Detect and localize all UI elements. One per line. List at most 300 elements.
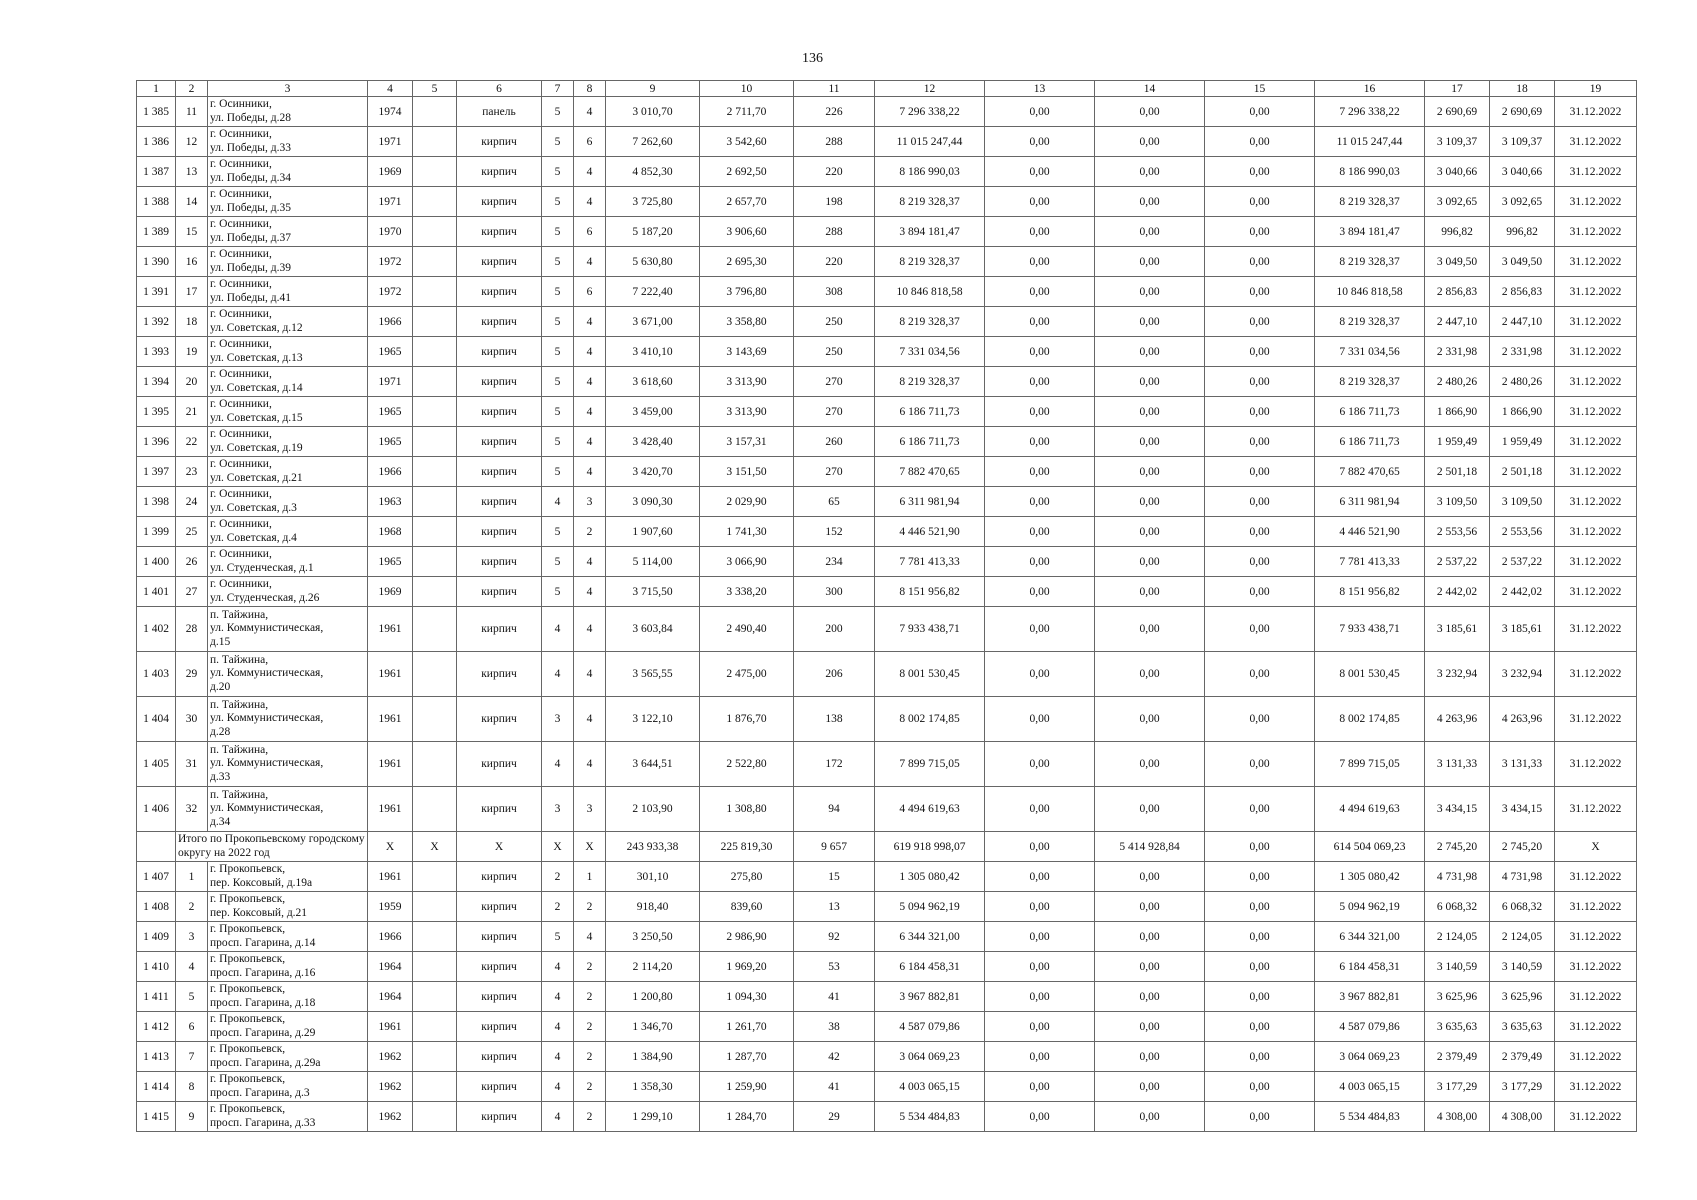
cell-c13: 0,00: [985, 742, 1095, 787]
cell-c11: 288: [794, 127, 875, 157]
cell-c18: 4 308,00: [1490, 1102, 1555, 1132]
cell-c17: 996,82: [1425, 217, 1490, 247]
address-cell: [208, 337, 368, 367]
cell-c4: 1969: [368, 577, 413, 607]
cell-c2: 7: [176, 1042, 208, 1072]
cell-c18: 2 442,02: [1490, 577, 1555, 607]
address-cell: [208, 487, 368, 517]
cell-c9: 3 618,60: [606, 367, 700, 397]
cell-c4: 1965: [368, 337, 413, 367]
address-line: ул. Победы, д.35: [210, 201, 291, 214]
cell-c5: [413, 1012, 457, 1042]
cell-c6: кирпич: [457, 487, 542, 517]
cell-c2: 9: [176, 1102, 208, 1132]
column-header: 3: [208, 81, 368, 97]
cell-c17: 3 635,63: [1425, 1012, 1490, 1042]
cell-c11: 250: [794, 337, 875, 367]
cell-c18: 2 553,56: [1490, 517, 1555, 547]
cell-c14: 0,00: [1095, 607, 1205, 652]
cell-c19: 31.12.2022: [1555, 457, 1637, 487]
cell-c10: 3 157,31: [700, 427, 794, 457]
cell-c8: 4: [574, 337, 606, 367]
address-line: ул. Победы, д.33: [210, 141, 291, 154]
cell-c4: 1971: [368, 367, 413, 397]
column-header: 11: [794, 81, 875, 97]
cell-c2: 18: [176, 307, 208, 337]
cell-c6: кирпич: [457, 367, 542, 397]
address-line: ул. Советская, д.12: [210, 321, 303, 334]
cell-c10: 2 695,30: [700, 247, 794, 277]
cell-c1: 1 410: [137, 952, 176, 982]
address-line: г. Осинники,: [210, 428, 272, 440]
cell-c11: 198: [794, 187, 875, 217]
cell-c6: кирпич: [457, 397, 542, 427]
cell-c9: 1 358,30: [606, 1072, 700, 1102]
cell-c12: 1 305 080,42: [875, 862, 985, 892]
cell-c4: 1964: [368, 952, 413, 982]
cell-c2: 17: [176, 277, 208, 307]
cell-c8: 6: [574, 217, 606, 247]
cell-c9: 5 187,20: [606, 217, 700, 247]
cell-c14: 0,00: [1095, 697, 1205, 742]
address-cell: [208, 367, 368, 397]
cell-c17: 3 092,65: [1425, 187, 1490, 217]
cell-c11: 270: [794, 367, 875, 397]
cell-c17: 4 731,98: [1425, 862, 1490, 892]
table-row: [137, 547, 1637, 577]
cell-c11: 152: [794, 517, 875, 547]
cell-c11: 65: [794, 487, 875, 517]
cell-c10: 3 358,80: [700, 307, 794, 337]
cell-c4: 1961: [368, 742, 413, 787]
cell-c4: 1962: [368, 1042, 413, 1072]
cell-c16: 6 344 321,00: [1315, 922, 1425, 952]
cell-c14: 0,00: [1095, 1072, 1205, 1102]
cell-c5: [413, 922, 457, 952]
cell-c7: 5: [542, 922, 574, 952]
cell-c9: 2 103,90: [606, 787, 700, 832]
cell-c5: [413, 952, 457, 982]
cell-c1: 1 388: [137, 187, 176, 217]
cell-c4: 1972: [368, 277, 413, 307]
cell-c17: 3 040,66: [1425, 157, 1490, 187]
cell-c19: 31.12.2022: [1555, 247, 1637, 277]
cell-c19: 31.12.2022: [1555, 187, 1637, 217]
cell-c16: 5 534 484,83: [1315, 1102, 1425, 1132]
cell-c7: 5: [542, 127, 574, 157]
cell-c5: [413, 787, 457, 832]
column-header: 2: [176, 81, 208, 97]
cell-c19: 31.12.2022: [1555, 397, 1637, 427]
cell-c6: кирпич: [457, 187, 542, 217]
total-c7: X: [542, 832, 574, 862]
cell-c7: 5: [542, 307, 574, 337]
address-line: г. Прокопьевск,: [210, 1043, 286, 1055]
address-line: ул. Победы, д.28: [210, 111, 291, 124]
cell-c14: 0,00: [1095, 577, 1205, 607]
cell-c4: 1961: [368, 787, 413, 832]
cell-c14: 0,00: [1095, 1102, 1205, 1132]
total-label: Итого по Прокопьевскому городскому округу на 2022 год: [176, 832, 368, 862]
cell-c12: 8 219 328,37: [875, 307, 985, 337]
cell-c15: 0,00: [1205, 697, 1315, 742]
cell-c12: 4 003 065,15: [875, 1072, 985, 1102]
cell-c16: 8 151 956,82: [1315, 577, 1425, 607]
cell-c17: 1 959,49: [1425, 427, 1490, 457]
cell-c12: 4 587 079,86: [875, 1012, 985, 1042]
cell-c10: 2 711,70: [700, 97, 794, 127]
cell-c14: 0,00: [1095, 787, 1205, 832]
address-cell: [208, 1072, 368, 1102]
cell-c1: 1 393: [137, 337, 176, 367]
cell-c15: 0,00: [1205, 457, 1315, 487]
cell-c4: 1969: [368, 157, 413, 187]
cell-c13: 0,00: [985, 367, 1095, 397]
table-row: [137, 952, 1637, 982]
cell-c1: 1 406: [137, 787, 176, 832]
cell-c11: 270: [794, 397, 875, 427]
cell-c4: 1966: [368, 307, 413, 337]
address-cell: [208, 517, 368, 547]
cell-c2: 23: [176, 457, 208, 487]
cell-c1: 1 396: [137, 427, 176, 457]
cell-c1: 1 412: [137, 1012, 176, 1042]
cell-c12: 4 446 521,90: [875, 517, 985, 547]
address-line: д.34: [210, 815, 231, 828]
cell-c19: 31.12.2022: [1555, 787, 1637, 832]
address-line: г. Прокопьевск,: [210, 1103, 286, 1115]
cell-c18: 3 049,50: [1490, 247, 1555, 277]
table-row: [137, 127, 1637, 157]
cell-c4: 1961: [368, 862, 413, 892]
cell-c12: 7 296 338,22: [875, 97, 985, 127]
cell-c2: 27: [176, 577, 208, 607]
cell-c10: 3 542,60: [700, 127, 794, 157]
cell-c14: 0,00: [1095, 157, 1205, 187]
cell-c14: 0,00: [1095, 427, 1205, 457]
cell-c10: 1 741,30: [700, 517, 794, 547]
cell-c13: 0,00: [985, 1012, 1095, 1042]
cell-c1: 1 411: [137, 982, 176, 1012]
address-cell: [208, 547, 368, 577]
cell-c18: 2 447,10: [1490, 307, 1555, 337]
cell-c2: 30: [176, 697, 208, 742]
cell-c13: 0,00: [985, 427, 1095, 457]
address-cell: [208, 427, 368, 457]
cell-c13: 0,00: [985, 307, 1095, 337]
address-cell: [208, 307, 368, 337]
table-row: [137, 487, 1637, 517]
cell-c16: 8 219 328,37: [1315, 307, 1425, 337]
address-line: ул. Советская, д.4: [210, 531, 297, 544]
cell-c12: 10 846 818,58: [875, 277, 985, 307]
cell-c5: [413, 427, 457, 457]
cell-c8: 3: [574, 487, 606, 517]
cell-c14: 0,00: [1095, 952, 1205, 982]
cell-c12: 3 064 069,23: [875, 1042, 985, 1072]
address-cell: [208, 277, 368, 307]
address-line: г. Осинники,: [210, 578, 272, 590]
cell-c5: [413, 97, 457, 127]
cell-c7: 5: [542, 577, 574, 607]
column-header: 9: [606, 81, 700, 97]
cell-c18: 3 635,63: [1490, 1012, 1555, 1042]
cell-c8: 4: [574, 607, 606, 652]
cell-c1: 1 390: [137, 247, 176, 277]
cell-c1: 1 399: [137, 517, 176, 547]
cell-c18: 996,82: [1490, 217, 1555, 247]
cell-c6: кирпич: [457, 247, 542, 277]
cell-c16: 6 184 458,31: [1315, 952, 1425, 982]
cell-c10: 1 094,30: [700, 982, 794, 1012]
address-line: г. Осинники,: [210, 368, 272, 380]
cell-c2: 26: [176, 547, 208, 577]
cell-c10: 3 143,69: [700, 337, 794, 367]
cell-c11: 260: [794, 427, 875, 457]
cell-c12: 7 781 413,33: [875, 547, 985, 577]
cell-c6: кирпич: [457, 697, 542, 742]
cell-c10: 1 261,70: [700, 1012, 794, 1042]
cell-c18: 3 092,65: [1490, 187, 1555, 217]
cell-c12: 7 882 470,65: [875, 457, 985, 487]
table-row: [137, 97, 1637, 127]
cell-c8: 3: [574, 787, 606, 832]
cell-c13: 0,00: [985, 1042, 1095, 1072]
cell-c1: 1 408: [137, 892, 176, 922]
cell-c19: 31.12.2022: [1555, 922, 1637, 952]
cell-c13: 0,00: [985, 952, 1095, 982]
column-header: 15: [1205, 81, 1315, 97]
cell-c12: 7 933 438,71: [875, 607, 985, 652]
address-line: п. Тайжина,: [210, 743, 269, 756]
cell-c9: 918,40: [606, 892, 700, 922]
housing-table: [136, 80, 1637, 1132]
cell-c2: 29: [176, 652, 208, 697]
cell-c5: [413, 457, 457, 487]
cell-c14: 0,00: [1095, 982, 1205, 1012]
address-line: г. Осинники,: [210, 278, 272, 290]
cell-c1: 1 389: [137, 217, 176, 247]
table-row: [137, 577, 1637, 607]
cell-c19: 31.12.2022: [1555, 517, 1637, 547]
cell-c5: [413, 127, 457, 157]
cell-c9: 3 122,10: [606, 697, 700, 742]
cell-c1: 1 414: [137, 1072, 176, 1102]
cell-c9: 301,10: [606, 862, 700, 892]
cell-c6: кирпич: [457, 337, 542, 367]
cell-c13: 0,00: [985, 982, 1095, 1012]
cell-c12: 11 015 247,44: [875, 127, 985, 157]
cell-c5: [413, 247, 457, 277]
cell-c9: 4 852,30: [606, 157, 700, 187]
cell-c17: 2 379,49: [1425, 1042, 1490, 1072]
cell-c16: 5 094 962,19: [1315, 892, 1425, 922]
cell-c13: 0,00: [985, 517, 1095, 547]
cell-c6: кирпич: [457, 277, 542, 307]
address-line: г. Прокопьевск,: [210, 1013, 286, 1025]
cell-c6: кирпич: [457, 607, 542, 652]
cell-c16: 10 846 818,58: [1315, 277, 1425, 307]
cell-c5: [413, 277, 457, 307]
cell-c6: кирпич: [457, 1072, 542, 1102]
total-c8: X: [574, 832, 606, 862]
cell-c10: 2 692,50: [700, 157, 794, 187]
cell-c5: [413, 187, 457, 217]
cell-c5: [413, 652, 457, 697]
address-line: г. Осинники,: [210, 248, 272, 260]
cell-c19: 31.12.2022: [1555, 577, 1637, 607]
cell-c7: 4: [542, 742, 574, 787]
cell-c1: 1 403: [137, 652, 176, 697]
cell-c8: 4: [574, 577, 606, 607]
cell-c6: кирпич: [457, 1102, 542, 1132]
total-c16: 614 504 069,23: [1315, 832, 1425, 862]
cell-c18: 2 331,98: [1490, 337, 1555, 367]
cell-c16: 8 001 530,45: [1315, 652, 1425, 697]
cell-c17: 4 308,00: [1425, 1102, 1490, 1132]
address-line: г. Прокопьевск,: [210, 893, 286, 905]
cell-c5: [413, 1102, 457, 1132]
cell-c19: 31.12.2022: [1555, 862, 1637, 892]
address-line: д.28: [210, 725, 231, 738]
cell-c11: 172: [794, 742, 875, 787]
cell-c15: 0,00: [1205, 1102, 1315, 1132]
address-cell: [208, 457, 368, 487]
cell-c19: 31.12.2022: [1555, 1012, 1637, 1042]
cell-c2: 2: [176, 892, 208, 922]
cell-c10: 2 657,70: [700, 187, 794, 217]
cell-c18: 6 068,32: [1490, 892, 1555, 922]
cell-c1: 1 391: [137, 277, 176, 307]
column-header: 13: [985, 81, 1095, 97]
cell-c19: 31.12.2022: [1555, 607, 1637, 652]
total-c17: 2 745,20: [1425, 832, 1490, 862]
cell-c8: 2: [574, 1042, 606, 1072]
cell-c17: 2 501,18: [1425, 457, 1490, 487]
cell-c9: 3 420,70: [606, 457, 700, 487]
cell-c12: 7 899 715,05: [875, 742, 985, 787]
cell-c17: 3 232,94: [1425, 652, 1490, 697]
address-line: ул. Победы, д.39: [210, 261, 291, 274]
address-line: п. Тайжина,: [210, 698, 269, 711]
cell-c14: 0,00: [1095, 457, 1205, 487]
address-line: просп. Гагарина, д.33: [210, 1116, 316, 1129]
address-line: просп. Гагарина, д.29: [210, 1026, 316, 1039]
column-header: 19: [1555, 81, 1637, 97]
cell-c8: 2: [574, 1102, 606, 1132]
cell-c12: 5 094 962,19: [875, 892, 985, 922]
table-row: [137, 337, 1637, 367]
cell-c17: 3 109,50: [1425, 487, 1490, 517]
cell-c5: [413, 307, 457, 337]
address-line: ул. Победы, д.34: [210, 171, 291, 184]
cell-c7: 4: [542, 652, 574, 697]
address-cell: [208, 607, 368, 652]
cell-c9: 5 114,00: [606, 547, 700, 577]
total-c13: 0,00: [985, 832, 1095, 862]
address-line: ул. Коммунистическая,: [210, 667, 324, 680]
address-line: ул. Советская, д.14: [210, 381, 303, 394]
cell-c13: 0,00: [985, 547, 1095, 577]
cell-c14: 0,00: [1095, 97, 1205, 127]
cell-c18: 2 537,22: [1490, 547, 1555, 577]
cell-c11: 270: [794, 457, 875, 487]
cell-c13: 0,00: [985, 697, 1095, 742]
table-row: [137, 307, 1637, 337]
column-header: 10: [700, 81, 794, 97]
total-c6: X: [457, 832, 542, 862]
cell-c17: 3 434,15: [1425, 787, 1490, 832]
cell-c11: 220: [794, 157, 875, 187]
cell-c16: 7 781 413,33: [1315, 547, 1425, 577]
cell-c17: 2 480,26: [1425, 367, 1490, 397]
cell-c9: 5 630,80: [606, 247, 700, 277]
table-row: [137, 1072, 1637, 1102]
cell-c9: 3 250,50: [606, 922, 700, 952]
cell-c2: 8: [176, 1072, 208, 1102]
cell-c5: [413, 742, 457, 787]
cell-c15: 0,00: [1205, 1072, 1315, 1102]
cell-c2: 14: [176, 187, 208, 217]
cell-c4: 1972: [368, 247, 413, 277]
cell-c16: 4 003 065,15: [1315, 1072, 1425, 1102]
cell-c10: 2 490,40: [700, 607, 794, 652]
cell-c1: 1 397: [137, 457, 176, 487]
address-line: г. Осинники,: [210, 218, 272, 230]
address-cell: [208, 247, 368, 277]
cell-c18: 3 140,59: [1490, 952, 1555, 982]
cell-c8: 6: [574, 127, 606, 157]
cell-c5: [413, 517, 457, 547]
cell-c10: 2 522,80: [700, 742, 794, 787]
cell-c13: 0,00: [985, 337, 1095, 367]
address-cell: [208, 217, 368, 247]
total-c5: X: [413, 832, 457, 862]
cell-c18: 3 625,96: [1490, 982, 1555, 1012]
cell-c7: 5: [542, 457, 574, 487]
cell-c6: кирпич: [457, 217, 542, 247]
cell-c16: 1 305 080,42: [1315, 862, 1425, 892]
cell-c19: 31.12.2022: [1555, 1042, 1637, 1072]
cell-c19: 31.12.2022: [1555, 1102, 1637, 1132]
cell-c17: 3 625,96: [1425, 982, 1490, 1012]
cell-c8: 4: [574, 247, 606, 277]
cell-c16: 8 219 328,37: [1315, 367, 1425, 397]
cell-c19: 31.12.2022: [1555, 652, 1637, 697]
cell-c11: 94: [794, 787, 875, 832]
cell-c7: 5: [542, 427, 574, 457]
cell-c11: 15: [794, 862, 875, 892]
cell-c9: 3 715,50: [606, 577, 700, 607]
cell-c15: 0,00: [1205, 517, 1315, 547]
cell-c14: 0,00: [1095, 1042, 1205, 1072]
cell-c7: 2: [542, 862, 574, 892]
cell-c1: 1 415: [137, 1102, 176, 1132]
cell-c8: 1: [574, 862, 606, 892]
cell-c16: 7 882 470,65: [1315, 457, 1425, 487]
address-cell: [208, 652, 368, 697]
cell-c6: кирпич: [457, 652, 542, 697]
cell-c4: 1961: [368, 1012, 413, 1042]
cell-c19: 31.12.2022: [1555, 307, 1637, 337]
cell-c10: 3 313,90: [700, 397, 794, 427]
cell-c6: кирпич: [457, 517, 542, 547]
cell-c18: 3 434,15: [1490, 787, 1555, 832]
cell-c19: 31.12.2022: [1555, 742, 1637, 787]
cell-c15: 0,00: [1205, 247, 1315, 277]
cell-c9: 3 010,70: [606, 97, 700, 127]
cell-c9: 7 262,60: [606, 127, 700, 157]
